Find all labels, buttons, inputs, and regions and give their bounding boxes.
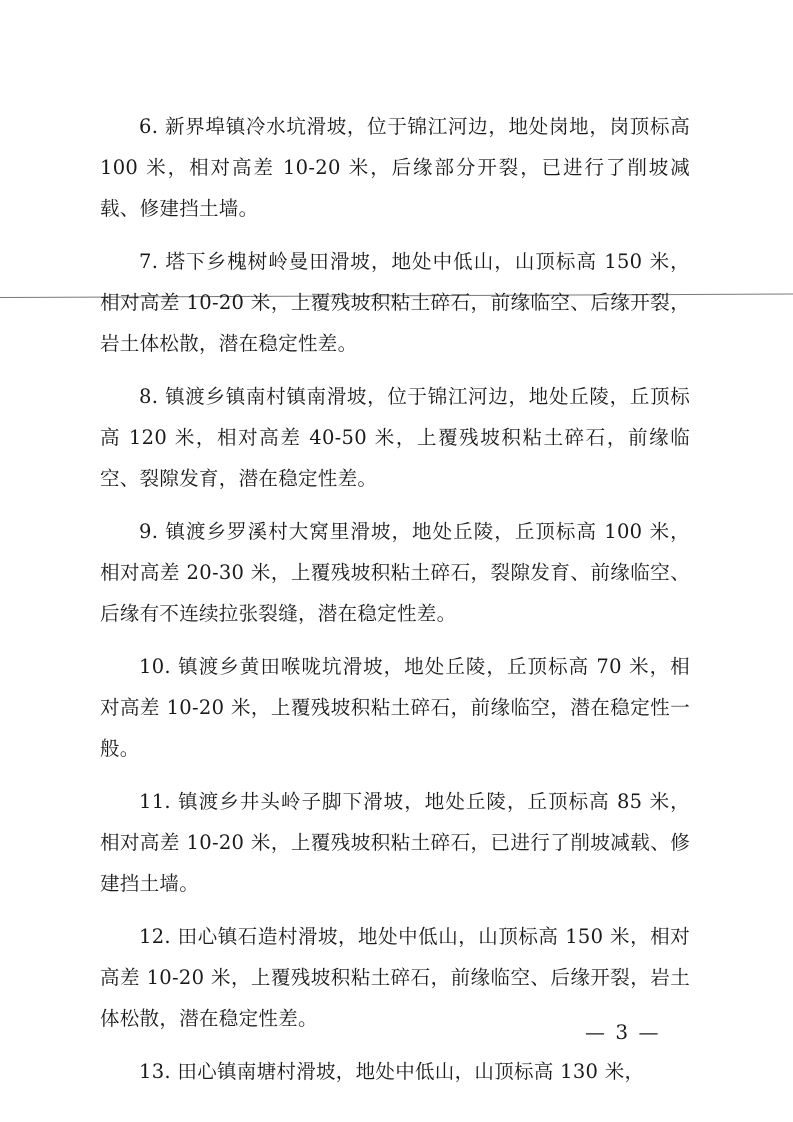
- body-text: [100, 106, 690, 1104]
- paragraph-item-6: 6. 新界埠镇冷水坑滑坡，位于锦江河边，地处岗地，岗顶标高 100 米，相对高差 10-20 米，后缘部分开裂，已进行了削坡减载、修建挡土墙。: [100, 115, 690, 220]
- paragraph-item-12: 12. 田心镇石造村滑坡，地处中低山，山顶标高 150 米，相对高差 10-20 米，上覆残坡积粘土碎石，前缘临空、后缘开裂，岩土体松散，潜在稳定性差。: [100, 925, 690, 1030]
- page-number: — 3 —: [585, 1020, 661, 1044]
- paragraph-item-10: 10. 镇渡乡黄田喉咙坑滑坡，地处丘陵，丘顶标高 70 米，相对高差 10-20 米，上覆残坡积粘土碎石，前缘临空，潜在稳定性一般。: [100, 655, 690, 760]
- paragraph-item-7: 7. 塔下乡槐树岭曼田滑坡，地处中低山，山顶标高 150 米，相对高差 10-20 米，上覆残坡积粘土碎石，前缘临空、后缘开裂，岩土体松散，潜在稳定性差。: [100, 250, 690, 355]
- paragraph-item-9: 9. 镇渡乡罗溪村大窝里滑坡，地处丘陵，丘顶标高 100 米，相对高差 20-30 米，上覆残坡积粘土碎石，裂隙发育、前缘临空、后缘有不连续拉张裂缝，潜在稳定性差。: [100, 520, 690, 625]
- paragraph-item-8: 8. 镇渡乡镇南村镇南滑坡，位于锦江河边，地处丘陵，丘顶标高 120 米，相对高差 40-50 米，上覆残坡积粘土碎石，前缘临空、裂隙发育，潜在稳定性差。: [100, 385, 690, 490]
- paragraph-item-13: 13. 田心镇南塘村滑坡，地处中低山，山顶标高 130 米，: [139, 1060, 645, 1083]
- paragraph-item-11: 11. 镇渡乡井头岭子脚下滑坡，地处丘陵，丘顶标高 85 米，相对高差 10-20 米，上覆残坡积粘土碎石，已进行了削坡减载、修建挡土墙。: [100, 790, 690, 895]
